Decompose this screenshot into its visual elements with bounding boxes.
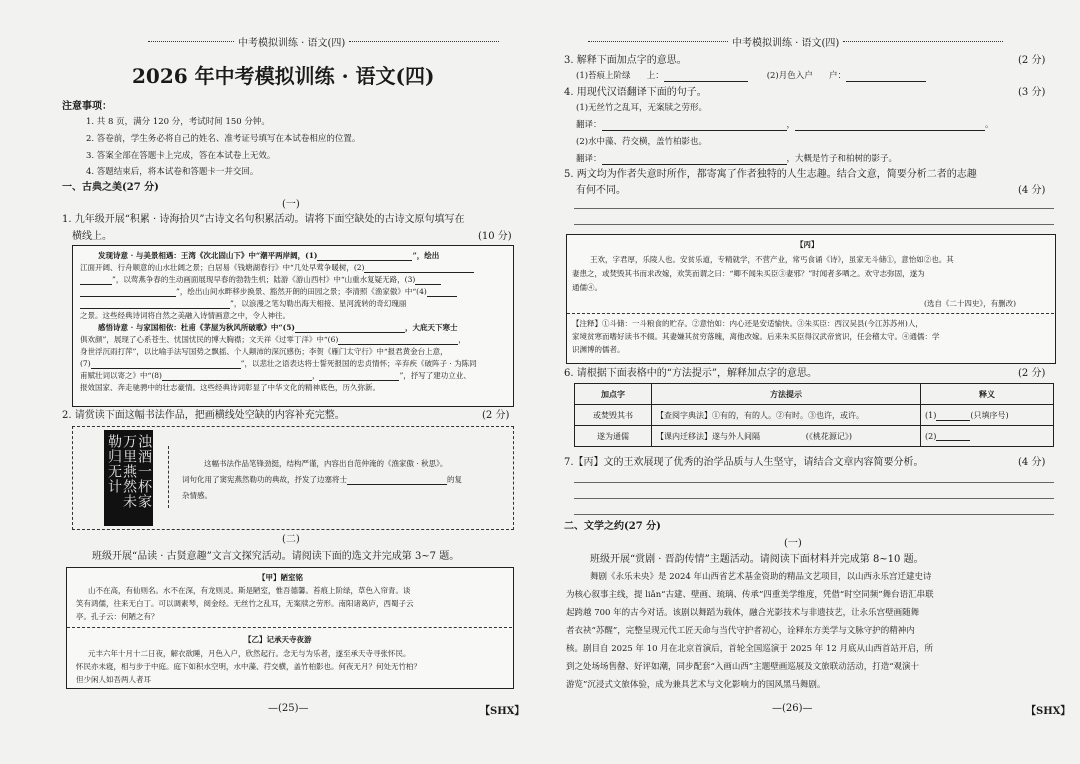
passage-line: 怀民亦未寝，相与步于中庭。庭下如积水空明，水中藻、荇交横，盖竹柏影也。何夜无月？何处无竹柏？: [76, 662, 421, 671]
material-line: 起跨越 700 年的古今对话。该剧以舞蹈为载体，融合光影技术与非遗技艺，让永乐宫壁画随舞: [566, 608, 920, 618]
method-table: [574, 383, 1054, 447]
q1-line: 俱欢颜”，展现了心系苍生、忧国忧民的博大胸襟；文天祥《过零丁洋》中“(6) ，: [80, 335, 466, 344]
answer-line[interactable]: [574, 208, 1054, 209]
answer-blank-q3-1[interactable]: [664, 71, 748, 82]
q1-line: ”，以浪漫之笔勾勒出海天相接、星河流转的奇幻瑰丽: [80, 298, 406, 309]
annotation-line: 【注释】①斗储：一斗粮食的贮存。②意怡如：内心还是安适愉快。③朱买臣：西汉吴县(今江苏苏州)人，: [572, 319, 923, 328]
table-header-row: [575, 384, 1054, 405]
q2-desc: 词句化用了窦宪燕然勒功的典故，抒发了边塞将士 的复: [182, 475, 462, 484]
q5-stem-cont: 有何不同。: [576, 185, 626, 196]
table-cell: (2): [921, 426, 1054, 447]
page-number: —(26)—: [772, 703, 813, 714]
q1-line: 报效国家、奔走驰骋中的壮志豪情。这些经典诗词彰显了中华文化的精神底色，历久弥新。: [80, 383, 380, 392]
answer-line[interactable]: [574, 482, 1054, 483]
table-cell: 遂为通儒: [575, 426, 652, 447]
table-header: 方法提示: [652, 384, 921, 405]
answer-blank-1[interactable]: [317, 250, 412, 261]
answer-blank-4b[interactable]: [80, 298, 230, 309]
material-line: 核。剧目自 2025 年 10 月在北京首演后，首轮全国巡演于 2025 年 12 月底从山西首站开启，所: [566, 644, 934, 654]
answer-blank-8[interactable]: [162, 370, 312, 381]
annotation-line: 家境贫寒而嗜好读书不辍。其妻嫌其贫穷落魄，离他改嫁。后来朱买臣得汉武帝赏识，任会稽太守。④通儒：学: [572, 332, 940, 341]
passage-line: 山不在高，有仙则名。水不在深，有龙则灵。斯是陋室，惟吾德馨。苔痕上阶绿，草色入帘青。谈: [88, 586, 411, 595]
q1-line: ”，以莺燕争春的生动画面展现早春的勃勃生机；陆游《游山西村》中“山重水复疑无路，(3): [80, 274, 441, 285]
q4-translation: 翻译： ， 。: [576, 120, 994, 130]
passage-line: 笑有鸿儒，往来无白丁。可以调素琴，阅金经。无丝竹之乱耳，无案牍之劳形。南阳诸葛庐，西蜀子云: [76, 599, 414, 608]
table-cell: (1) (只填序号): [921, 405, 1054, 426]
q1-score: (10 分): [478, 231, 512, 242]
answer-blank-7[interactable]: [91, 358, 241, 369]
note-item: 2. 答卷前，学生务必将自己的姓名、准考证号填写在本试卷相应的位置。: [86, 134, 361, 144]
q1-line: 江面开阔、行舟顺意的山水壮阔之景；白居易《钱塘湖春行》中“几处早莺争暖树，(2): [80, 262, 474, 273]
part-label: (二): [282, 534, 300, 545]
q1-stem-cont: 横线上。: [72, 231, 112, 242]
answer-blank-3[interactable]: [415, 274, 441, 285]
q2-stem: 2. 请赏读下面这幅书法作品，把画横线处空缺的内容补充完整。: [62, 410, 345, 421]
material-line: 舞剧《永乐未央》是 2024 年山西省艺术基金资助的精品文艺项目，以山西永乐宫迁建史诗: [590, 572, 932, 582]
part-intro: 班级开展“品读 · 古贤意趣”文言文探究活动。请阅读下面的选文并完成第 3~7 题。: [92, 551, 460, 562]
answer-blank-q4-1b[interactable]: [795, 120, 985, 131]
q1-line: ”，绘出山间水畔移步换景、豁然开朗的田园之景；李清照《渔家傲》中“(4): [80, 286, 457, 297]
calligraphy-line: 燕然未勒归无计: [106, 434, 137, 509]
passage-line: 妻患之，或焚毁其书而求改嫁，欢笑而谓之曰：“卿不闻朱买臣③妻邪？”时闻者多哂之。欢守志弥固，遂为: [572, 269, 925, 278]
answer-blank-4[interactable]: [427, 286, 457, 297]
calligraphy-image: [104, 430, 153, 526]
answer-blank-q4-2[interactable]: [602, 154, 787, 165]
passage-title: 【乙】记承天寺夜游: [244, 635, 312, 644]
q4-sentence: (2)水中藻、荇交横，盖竹柏影也。: [576, 137, 708, 147]
q3-stem: 3. 解释下面加点字的意思。: [564, 55, 687, 66]
answer-line[interactable]: [574, 514, 1054, 515]
q6-stem: 6. 请根据下面表格中的“方法提示”，解释加点字的意思。: [564, 368, 817, 379]
answer-blank-8b[interactable]: [319, 370, 399, 381]
page-title: 2026 年中考模拟训练 · 语文(四): [132, 64, 435, 88]
passage-line: 但少闲人如吾两人者耳: [76, 675, 151, 684]
q4-score: (3 分): [1018, 87, 1046, 98]
q4-translation: 翻译： ，大概是竹子和柏树的影子。: [576, 154, 898, 164]
table-cell: 或焚毁其书: [575, 405, 652, 426]
q7-score: (4 分): [1018, 457, 1046, 468]
q1-line: 发现诗意 · 与美景相遇：王湾《次北固山下》中“潮平两岸阔，(1) ”，绘出: [98, 251, 440, 260]
passage-title: 【甲】陋室铭: [258, 573, 303, 582]
answer-line[interactable]: [574, 224, 1054, 225]
note-item: 4. 答题结束后，将本试卷和答题卡一并交回。: [86, 167, 259, 177]
page-number: —(25)—: [268, 703, 309, 714]
calligraphy-line: 浊酒一杯家万里: [121, 434, 152, 509]
notes-heading: 注意事项：: [62, 101, 112, 112]
passage-title: 【丙】: [796, 240, 819, 249]
q4-stem: 4. 用现代汉语翻译下面的句子。: [564, 87, 707, 98]
answer-blank-q6-2[interactable]: [936, 432, 970, 441]
q1-stem: 1. 九年级开展“积累 · 诗海拾贝”古诗文名句积累活动。请将下面空缺处的古诗文原句填写在: [62, 214, 465, 225]
section-title: 一、古典之美(27 分): [62, 182, 159, 193]
table-cell: 【查阅字典法】①有的，有的人。②有时。③也许，或许。: [652, 405, 921, 426]
answer-line[interactable]: [574, 498, 1054, 499]
passage-line: 亭。孔子云：何陋之有？: [76, 612, 159, 621]
q5-stem: 5. 两文均为作者失意时所作，都寄寓了作者独特的人生志趣。结合文意，简要分析二者的志趣: [564, 169, 977, 180]
note-item: 3. 答案全部在答题卡上完成，答在本试卷上无效。: [86, 151, 276, 161]
answer-blank-5[interactable]: [295, 322, 405, 333]
q1-line: (7) ”，以悲壮之语表达将士誓死报国的忠贞情怀；辛弃疾《破阵子 · 为陈同: [80, 359, 477, 368]
answer-blank-q3-2[interactable]: [846, 71, 926, 82]
q3-item: (1)苔痕上阶绿 上： (2)月色入户 户：: [576, 70, 926, 82]
answer-blank-6[interactable]: [338, 334, 458, 345]
part-label: (一): [282, 199, 300, 210]
note-item: 1. 共 8 页，满分 120 分，考试时间 150 分钟。: [86, 117, 270, 127]
page-26: [540, 0, 1080, 764]
annotation-line: 识渊博的儒者。: [572, 345, 625, 354]
passage-line: 通儒④。: [572, 283, 602, 292]
page-tag: 【SHX】: [480, 706, 525, 717]
q2-desc: 杂情感。: [182, 491, 212, 500]
q2-desc: 这幅书法作品笔锋劲挺，结构严谨，内容出自范仲淹的《渔家傲 · 秋思》。: [204, 459, 448, 468]
q1-line: 身世浮沉雨打萍”，以比喻手法写国势之飘摇、个人颠沛的深沉感伤；李贺《雁门太守行》中“报君黄金台上意，: [80, 347, 448, 356]
passage-source: (选自《二十四史》，有删改): [924, 299, 1017, 308]
material-line: 到之处场场售罄、好评如潮，同步配套“入画山西”主题壁画巡展及文旅联动活动，打造“观演十: [566, 662, 920, 672]
passage-divider: [567, 313, 1054, 314]
divider: [168, 446, 169, 508]
answer-blank-3b[interactable]: [80, 286, 176, 297]
q1-line: 感悟诗意 · 与家国相依：杜甫《茅屋为秋风所破歌》中“(5) ，大庇天下寒士: [98, 323, 458, 332]
q1-line: 之景。这些经典诗词将自然之美融入诗情画意之中，令人神往。: [80, 311, 290, 320]
q2-score: (2 分): [482, 410, 510, 421]
q1-line: 甫赋壮词以寄之》中“(8) ， ”，抒写了建功立业、: [80, 371, 471, 380]
q5-score: (4 分): [1018, 185, 1046, 196]
answer-blank-2b[interactable]: [80, 274, 112, 285]
material-line: 者衣袂“苏醒”，完整呈现元代工匠天命与当代守护者初心，诠释东方美学与文脉守护的精神内: [566, 626, 915, 636]
answer-blank-q4-1a[interactable]: [602, 120, 787, 131]
material-line: 游览”沉浸式文旅体验，成为兼具艺术与文化影响力的国风黑马舞剧。: [566, 680, 826, 690]
q3-score: (2 分): [1018, 55, 1046, 66]
answer-blank-q6-1[interactable]: [936, 412, 970, 421]
table-header: 释义: [921, 384, 1054, 405]
table-row: [575, 426, 1054, 447]
material-line: 为核心叙事主线，提 liǎn“古建、壁画、琉璃、传承”四重美学维度，凭借“时空同频”舞台语汇串联: [566, 590, 934, 600]
table-row: [575, 405, 1054, 426]
passage-divider: [67, 627, 512, 628]
passage-line: 元丰六年十月十二日夜，解衣欲睡，月色入户，欣然起行。念无与为乐者，遂至承天寺寻张怀民。: [88, 649, 411, 658]
table-cell: 【课内迁移法】遂与外人间隔 (《桃花源记》): [652, 426, 921, 447]
section-title: 二、文学之约(27 分): [564, 521, 661, 532]
table-header: 加点字: [575, 384, 652, 405]
running-header: 中考模拟训练 · 语文(四): [588, 34, 1058, 49]
page-tag: 【SHX】: [1026, 706, 1071, 717]
answer-blank-2[interactable]: [364, 262, 474, 273]
passage-line: 王欢，字君厚，乐陵人也。安贫乐道，专精就学，不营产业，常丐食诵《诗》，虽家无斗储①，意怡如②也。其: [590, 255, 954, 264]
part-label: (一): [784, 538, 802, 549]
q7-stem: 7.【丙】文的王欢展现了优秀的治学品质与人生坚守，请结合文章内容简要分析。: [564, 457, 924, 468]
answer-blank-q2[interactable]: [347, 474, 447, 485]
part-intro: 班级开展“赏剧 · 晋韵传情”主题活动。请阅读下面材料并完成第 8~10 题。: [590, 554, 924, 565]
q4-sentence: (1)无丝竹之乱耳，无案牍之劳形。: [576, 103, 708, 113]
running-header: 中考模拟训练 · 语文(四): [148, 34, 528, 49]
q6-score: (2 分): [1018, 368, 1046, 379]
